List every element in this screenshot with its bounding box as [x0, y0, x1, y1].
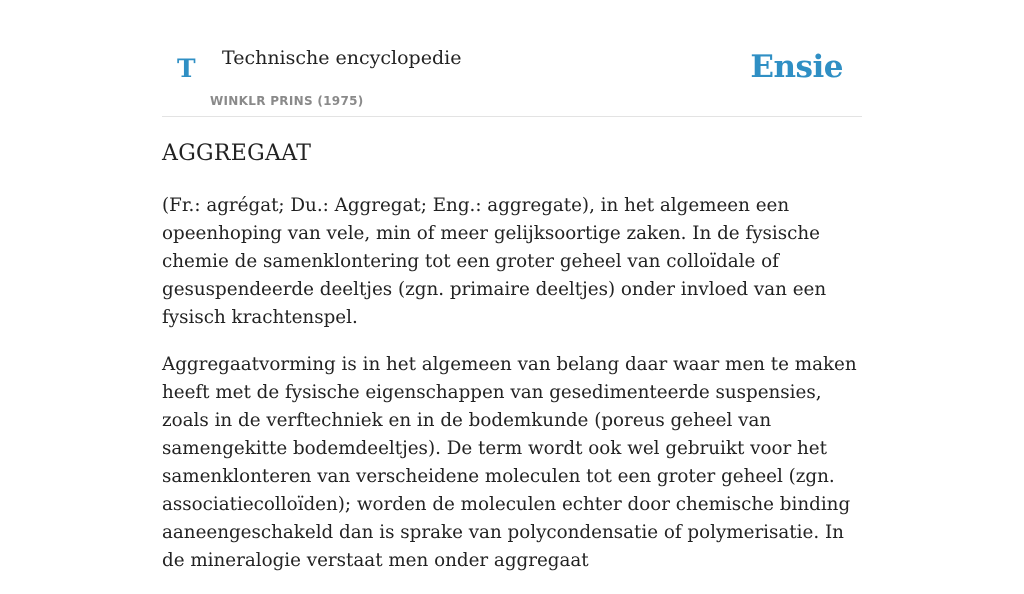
encyclopedia-logo-icon[interactable]: T	[177, 54, 196, 83]
article-paragraph-1: (Fr.: agrégat; Du.: Aggregat; Eng.: aggregate), in het algemeen een opeenhoping van vele, min of meer gelijksoortige zaken. In de fysische chemie de samenklontering tot een groter geheel van colloïdale of gesuspendeerde deeltjes (zgn. primaire deeltjes) onder invloed van een fysisch krachtenspel.	[162, 194, 827, 328]
ensie-logo[interactable]: Ensie	[750, 49, 843, 85]
article-paragraph-2: Aggregaatvorming is in het algemeen van belang daar waar men te maken heeft met de fysische eigenschappen van gesedimenteerde suspensies, zoals in de verftechniek en in de bodemkunde (poreus geheel van samengekitte bodemdeeltjes). De term wordt ook wel gebruikt voor het samenklonteren van verscheidene moleculen tot een groter geheel (zgn. associatiecolloïden); worden de moleculen echter door chemische binding aaneengeschakeld dan is sprake van polycondensatie of polymerisatie. In de mineralogie verstaat men onder aggregaat	[162, 353, 857, 571]
article-body	[162, 140, 862, 594]
article-headword: AGGREGAAT	[162, 141, 312, 166]
source-label: WINKLR PRINS (1975)	[210, 94, 364, 108]
book-title-link[interactable]: Technische encyclopedie	[222, 47, 462, 69]
page-header	[162, 0, 862, 117]
